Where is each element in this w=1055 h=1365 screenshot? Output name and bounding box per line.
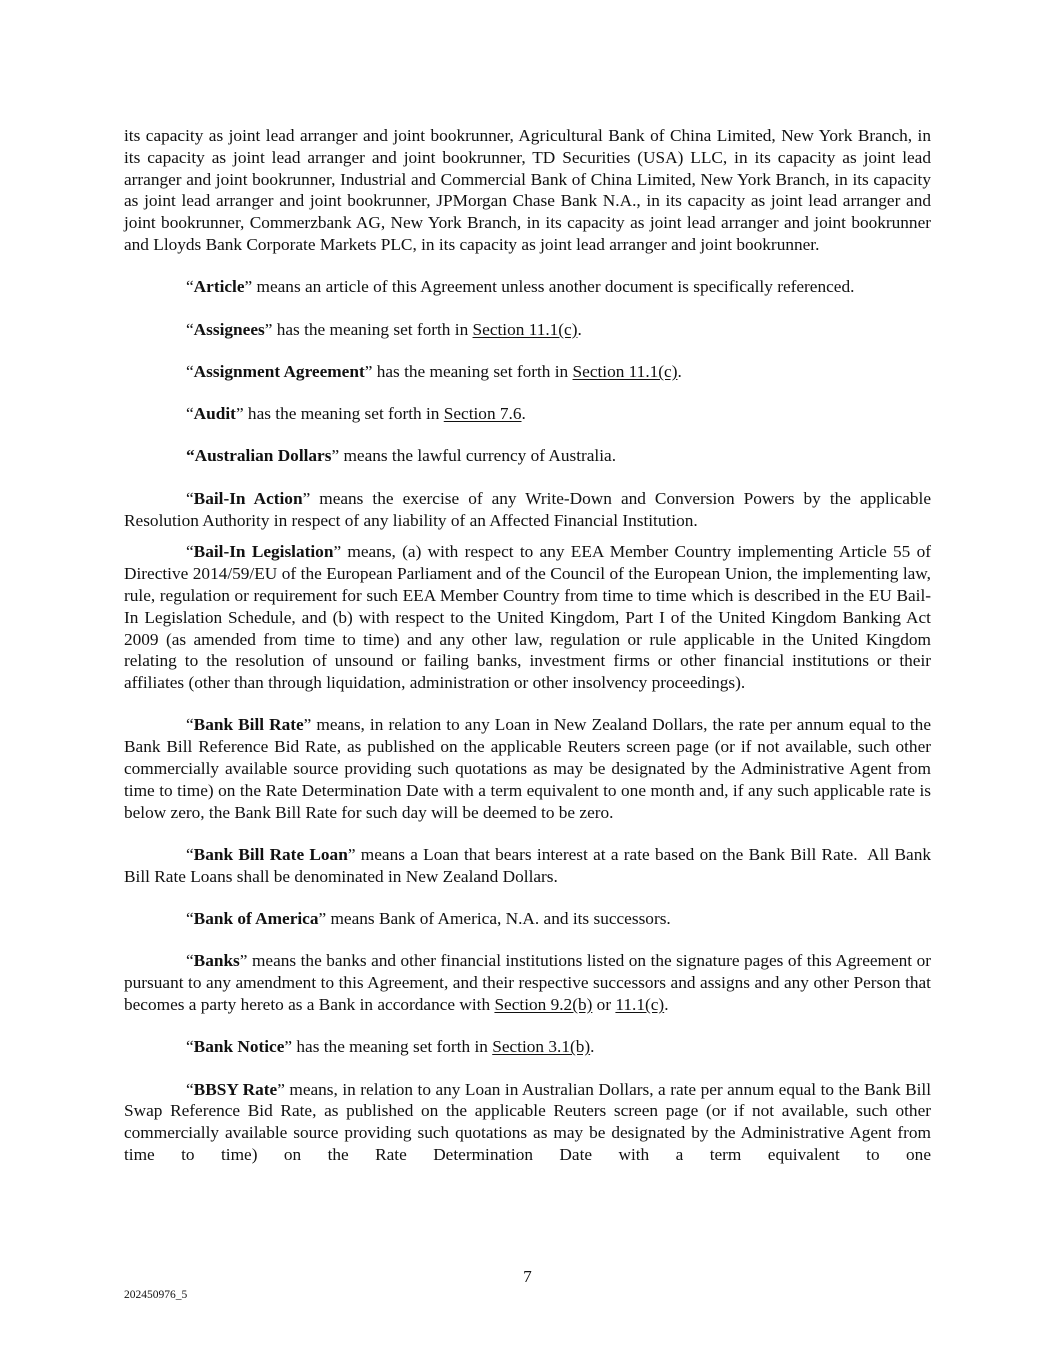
defined-term: Australian Dollars bbox=[194, 446, 332, 466]
section-reference: Section 11.1(c) bbox=[472, 319, 578, 339]
definition-bank-bill-rate: “Bank Bill Rate” means, in relation to any Loan in New Zealand Dollars, the rate per annum equal to the Bank Bill Reference Bid Rate, as published on the applicable Reuters screen page (or if not available, such other commercially available source providing such quotations as may be designated by the Administrative Agent from time to time) on the Rate Determination Date with a term equivalent to one month and, if any such applicable rate is below zero, the Bank Bill Rate for such day will be deemed to be zero. bbox=[124, 715, 931, 822]
defined-term: Banks bbox=[193, 951, 240, 971]
defined-term: BBSY Rate bbox=[193, 1079, 278, 1099]
section-reference: Section 11.1(c) bbox=[572, 361, 678, 381]
defined-term: Bank Bill Rate bbox=[193, 715, 304, 735]
definition-bank-notice: “Bank Notice” has the meaning set forth in Section 3.1(b). bbox=[186, 1037, 595, 1057]
definition-bbsy-rate: “BBSY Rate” means, in relation to any Loan in Australian Dollars, a rate per annum equal to the Bank Bill Swap Reference Bid Rate, as published on the applicable Reuters screen page (or if not available, such other commercially available source providing such quotations as may be designated by the Administrative Agent from time to time) on the Rate Determination Date with a term equivalent to one bbox=[124, 1079, 932, 1164]
definition-bail-in-action: “Bail-In Action” means the exercise of any Write-Down and Conversion Powers by the applicable Resolution Authority in respect of any liability of an Affected Financial Institution. bbox=[124, 488, 931, 530]
defined-term: Assignment Agreement bbox=[193, 361, 365, 381]
definition-audit: “Audit” has the meaning set forth in Section 7.6. bbox=[186, 404, 526, 424]
section-reference: Section 7.6 bbox=[443, 404, 522, 424]
definition-article: “Article” means an article of this Agreement unless another document is specifically referenced. bbox=[186, 277, 855, 297]
definition-assignment-agreement: “Assignment Agreement” has the meaning set forth in Section 11.1(c). bbox=[186, 361, 682, 381]
section-reference: Section 9.2(b) bbox=[494, 994, 593, 1014]
defined-term: Bail-In Action bbox=[193, 488, 303, 508]
defined-term: Bank Bill Rate Loan bbox=[193, 844, 348, 864]
definition-banks: “Banks” means the banks and other financial institutions listed on the signature pages of this Agreement or pursuant to any amendment to this Agreement, and their respective successors and assigns and any other Person that becomes a party hereto as a Bank in accordance with Section 9.2(b) or 11.1(c). bbox=[124, 951, 931, 1014]
defined-term: Bank Notice bbox=[193, 1037, 285, 1057]
document-body bbox=[124, 125, 936, 1166]
document-id: 202450976_5 bbox=[124, 1289, 188, 1301]
section-reference: 11.1(c) bbox=[615, 994, 665, 1014]
defined-term: Bail-In Legislation bbox=[193, 542, 334, 562]
intro-paragraph: its capacity as joint lead arranger and joint bookrunner, Agricultural Bank of China Limited, New York Branch, in its capacity as joint lead arranger and joint bookrunner, TD Securities (USA) LLC, in its capacity as joint lead arranger and joint bookrunner, Industrial and Commercial Bank of China Limited, New York Branch, in its capacity as joint lead arranger and joint bookrunner, JPMorgan Chase Bank N.A., in its capacity as joint lead arranger and joint bookrunner, Commerzbank AG, New York Branch, in its capacity as joint lead arranger and joint bookrunner and Lloyds Bank Corporate Markets PLC, in its capacity as joint lead arranger and joint bookrunner. bbox=[124, 126, 931, 254]
definition-bank-bill-rate-loan: “Bank Bill Rate Loan” means a Loan that bears interest at a rate based on the Bank Bill Rate. All Bank Bill Rate Loans shall be denominated in New Zealand Dollars. bbox=[124, 844, 936, 886]
definition-australian-dollars: “Australian Dollars” means the lawful currency of Australia. bbox=[186, 446, 617, 466]
defined-term: Article bbox=[193, 277, 245, 297]
section-reference: Section 3.1(b) bbox=[492, 1037, 591, 1057]
page-number: 7 bbox=[523, 1267, 532, 1286]
definition-bank-of-america: “Bank of America” means Bank of America, N.A. and its successors. bbox=[186, 909, 671, 929]
definition-bail-in-legislation: “Bail-In Legislation” means, (a) with respect to any EEA Member Country implementing Article 55 of Directive 2014/59/EU of the European Parliament and of the Council of the European Union, the implementing law, rule, regulation or requirement for such EEA Member Country from time to time which is described in the EU Bail-In Legislation Schedule, and (b) with respect to the United Kingdom, Part I of the United Kingdom Banking Act 2009 (as amended from time to time) and any other law, regulation or rule applicable in the United Kingdom relating to the resolution of unsound or failing banks, investment firms or other financial institutions or their affiliates (other than through liquidation, administration or other insolvency proceedings). bbox=[124, 542, 931, 693]
defined-term: Audit bbox=[193, 404, 236, 424]
definition-assignees: “Assignees” has the meaning set forth in Section 11.1(c). bbox=[186, 319, 582, 339]
defined-term: Bank of America bbox=[193, 909, 319, 929]
defined-term: Assignees bbox=[193, 319, 265, 339]
